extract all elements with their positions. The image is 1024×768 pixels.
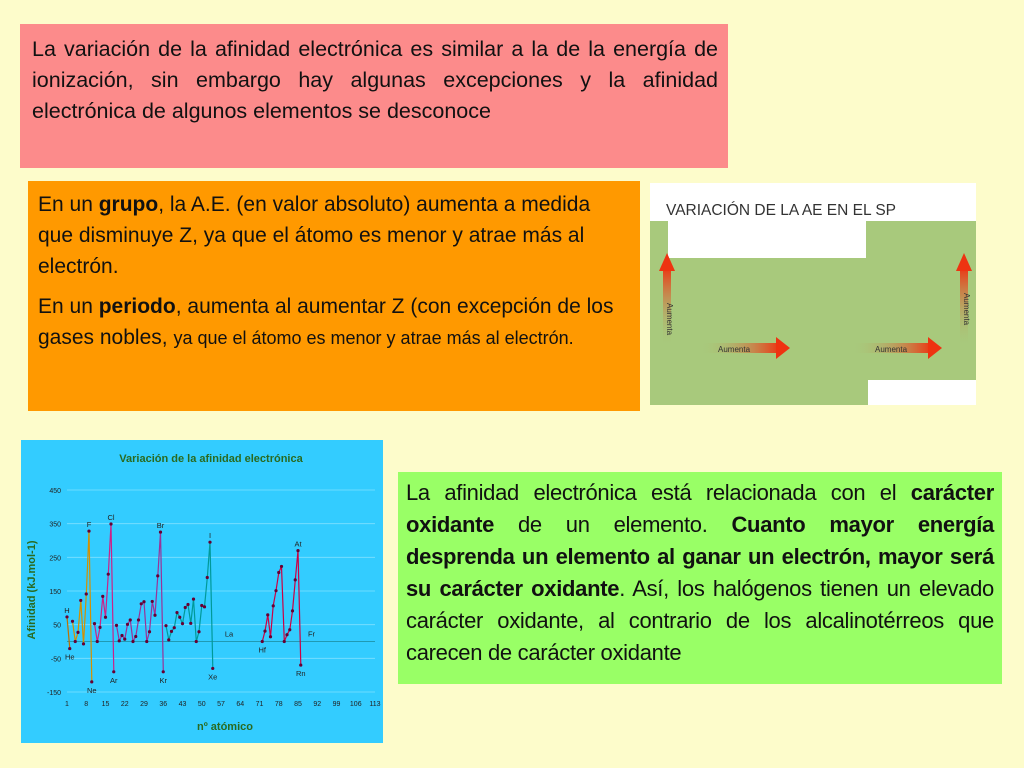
oxidant-character-box xyxy=(398,472,1002,684)
period-bold: periodo xyxy=(98,295,176,318)
group-period-box xyxy=(28,181,640,411)
electron-affinity-chart xyxy=(21,440,383,743)
element-label: Xe xyxy=(208,672,218,682)
chart-ylabel: Afinidad (kJ.mol-1) xyxy=(26,540,38,640)
y-tick-label: 150 xyxy=(49,589,61,596)
x-tick-label: 78 xyxy=(274,701,283,708)
element-label: Ne xyxy=(86,685,97,695)
left-arrow-label: Aumenta xyxy=(665,303,674,336)
x-tick-label: 43 xyxy=(178,701,187,708)
x-tick-label: 92 xyxy=(313,701,322,708)
data-point xyxy=(90,680,93,683)
data-point xyxy=(118,639,121,642)
data-point xyxy=(137,618,140,621)
data-point xyxy=(140,602,143,605)
data-point xyxy=(68,647,71,650)
group-bold: grupo xyxy=(98,193,159,216)
x-tick-label: 36 xyxy=(159,701,168,708)
data-point xyxy=(159,530,162,533)
group-text-b: , la A.E. (en valor absoluto) aumenta a medida que disminuye Z, ya que el átomo es menor y atrae más al electrón. xyxy=(38,193,591,278)
data-point xyxy=(87,529,90,532)
y-tick-label: -50 xyxy=(50,656,61,664)
data-point xyxy=(115,624,118,627)
data-point xyxy=(288,628,291,631)
y-tick-label: 350 xyxy=(49,521,61,529)
green-text-1: La afinidad electrónica está relacionada con el xyxy=(406,480,911,505)
x-tick-label: 57 xyxy=(217,701,225,708)
data-point xyxy=(96,640,99,643)
series-line-P5 xyxy=(166,542,213,668)
data-point xyxy=(285,633,288,636)
element-label: He xyxy=(64,652,75,662)
chart-xlabel: nº atómico xyxy=(197,721,253,733)
data-point xyxy=(85,592,88,595)
data-point xyxy=(272,604,275,607)
element-label: H xyxy=(64,605,70,615)
x-tick-label: 85 xyxy=(294,701,302,708)
data-point xyxy=(274,589,277,592)
intro-box xyxy=(20,24,728,168)
series-line-P4 xyxy=(117,532,164,672)
element-label: Kr xyxy=(159,675,167,685)
data-point xyxy=(261,640,264,643)
data-point xyxy=(93,622,96,625)
mid-arrow-label: Aumenta xyxy=(718,345,751,354)
data-point xyxy=(98,626,101,629)
series-line-P1 xyxy=(67,617,70,649)
series-line-P3 xyxy=(95,524,114,672)
element-label: F xyxy=(86,520,92,530)
element-label: Cl xyxy=(107,513,115,523)
data-point xyxy=(299,663,302,666)
data-point xyxy=(123,638,126,641)
green-text-3: . Así, los halógenos tienen un elevado carácter oxidante, al contrario de los alcalinotérreos que carecen de carácter oxidante xyxy=(406,576,994,665)
x-tick-label: 71 xyxy=(255,701,264,708)
data-point xyxy=(162,670,165,673)
data-point xyxy=(120,634,123,637)
element-label: Hf xyxy=(258,645,266,655)
x-tick-label: 99 xyxy=(332,701,341,708)
chart-svg xyxy=(21,440,383,743)
data-point xyxy=(283,640,286,643)
data-point xyxy=(101,595,104,598)
element-label: Ar xyxy=(110,675,118,685)
data-point xyxy=(82,642,85,645)
green-bold-2: Cuanto mayor energía desprenda un elemento al ganar un electrón, mayor será su carácter oxidante xyxy=(406,512,994,601)
element-label: I xyxy=(208,531,212,541)
sp-title: VARIACIÓN DE LA AE EN EL SP xyxy=(666,202,897,219)
x-tick-label: 64 xyxy=(236,701,245,708)
group-paragraph xyxy=(38,189,628,282)
x-tick-label: 22 xyxy=(120,701,129,708)
data-point xyxy=(167,638,170,641)
sp-diagram xyxy=(650,183,976,405)
far-arrow-label: Aumenta xyxy=(875,345,908,354)
data-point xyxy=(181,622,184,625)
data-point xyxy=(79,599,82,602)
data-point xyxy=(126,623,129,626)
x-tick-label: 50 xyxy=(197,701,206,708)
y-tick-label: 450 xyxy=(49,488,61,495)
y-tick-label: -150 xyxy=(46,690,61,697)
data-point xyxy=(192,597,195,600)
data-point xyxy=(206,576,209,579)
green-bold-1: carácter oxidante xyxy=(406,480,994,537)
data-point xyxy=(208,541,211,544)
data-point xyxy=(129,618,132,621)
data-point xyxy=(134,635,137,638)
group-text-a: En un xyxy=(38,193,99,216)
x-tick-label: 8 xyxy=(84,701,89,708)
intro-text: La variación de la afinidad electrónica es similar a la de la energía de ionización, sin embargo hay algunas excepciones y la afinidad electrónica de algunos elementos se desconoce xyxy=(32,37,718,123)
data-point xyxy=(296,549,299,552)
green-text-2: de un elemento. xyxy=(494,512,732,537)
data-point xyxy=(71,620,74,623)
data-point xyxy=(151,600,154,603)
data-point xyxy=(280,565,283,568)
element-label: La xyxy=(224,629,234,639)
element-label: Br xyxy=(156,521,165,531)
data-point xyxy=(197,630,200,633)
data-point xyxy=(211,667,214,670)
data-point xyxy=(184,606,187,609)
data-point xyxy=(164,624,167,627)
data-point xyxy=(74,640,77,643)
data-point xyxy=(291,609,294,612)
data-point xyxy=(148,630,151,633)
data-point xyxy=(266,613,269,616)
data-point xyxy=(263,629,266,632)
sp-variation-image xyxy=(650,183,976,405)
data-point xyxy=(109,522,112,525)
period-text-a: En un xyxy=(38,295,99,318)
element-label: Rn xyxy=(295,669,306,679)
data-point xyxy=(112,670,115,673)
data-point xyxy=(269,635,272,638)
element-label: Fr xyxy=(307,629,316,639)
period-text-small: ya que el átomo es menor y atrae más al electrón. xyxy=(173,328,574,348)
data-point xyxy=(294,578,297,581)
x-tick-label: 113 xyxy=(369,701,381,708)
data-point xyxy=(142,600,145,603)
data-point xyxy=(153,614,156,617)
periodic-table-shape xyxy=(650,221,976,405)
period-text-b: , aumenta al aumentar Z (con excepción de los gases nobles, xyxy=(38,295,614,349)
period-paragraph xyxy=(38,291,628,354)
data-point xyxy=(203,605,206,608)
right-arrow-label: Aumenta xyxy=(962,293,971,326)
data-point xyxy=(189,622,192,625)
data-point xyxy=(107,573,110,576)
data-point xyxy=(145,640,148,643)
element-label: At xyxy=(294,539,302,549)
data-point xyxy=(178,616,181,619)
data-point xyxy=(200,604,203,607)
x-tick-label: 29 xyxy=(140,701,148,708)
data-point xyxy=(131,640,134,643)
x-tick-label: 106 xyxy=(349,701,362,708)
data-point xyxy=(186,603,189,606)
data-point xyxy=(195,640,198,643)
data-point xyxy=(76,631,79,634)
chart-title: Variación de la afinidad electrónica xyxy=(119,453,303,465)
series-line-P2 xyxy=(73,531,92,682)
y-tick-label: 50 xyxy=(53,622,61,630)
data-point xyxy=(173,626,176,629)
data-point xyxy=(175,611,178,614)
data-point xyxy=(170,630,173,633)
y-tick-label: 250 xyxy=(49,555,61,563)
x-tick-label: 1 xyxy=(65,701,69,708)
data-point xyxy=(277,571,280,574)
data-point xyxy=(65,615,68,618)
data-point xyxy=(156,574,159,577)
data-point xyxy=(104,616,107,619)
x-tick-label: 15 xyxy=(101,701,110,708)
